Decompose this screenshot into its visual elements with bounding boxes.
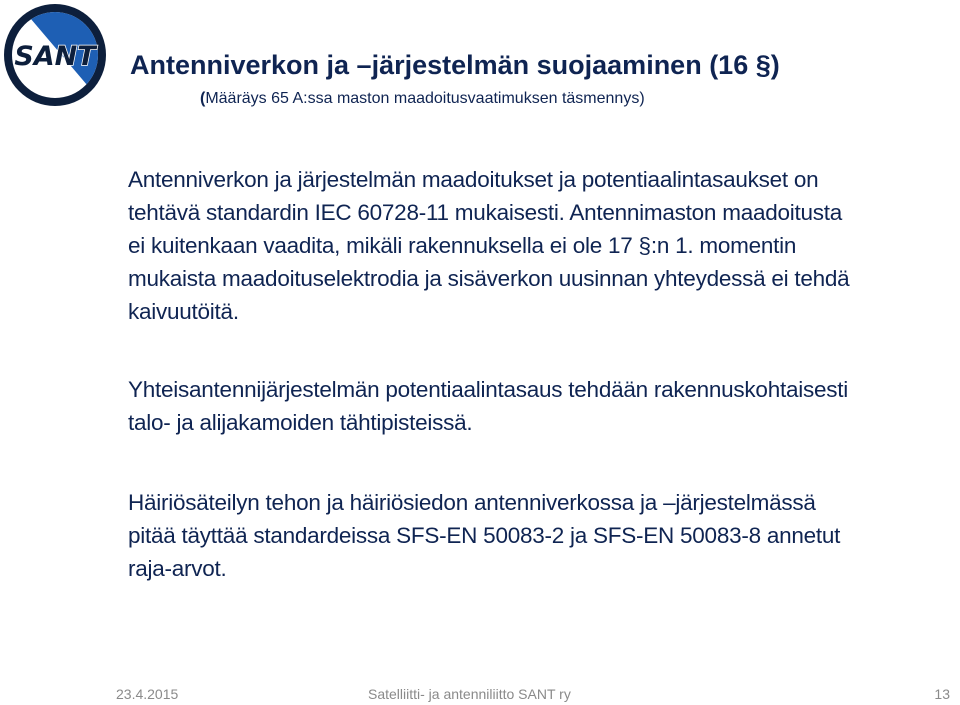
slide-title: Antenniverkon ja –järjestelmän suojaaminen (16 §) [130,50,780,80]
paragraph-line: raja-arvot. [128,556,227,581]
paragraph-line: kaivuutöitä. [128,299,239,324]
paragraph-line: talo- ja alijakamoiden tähtipisteissä. [128,410,473,435]
paragraph-line: mukaista maadoituselektrodia ja sisäverkon uusinnan yhteydessä ei tehdä [128,266,850,291]
footer-organization: Satelliitti- ja antenniliitto SANT ry [368,686,571,702]
sant-logo [0,2,110,108]
paragraph-line: Antenniverkon ja järjestelmän maadoitukset ja potentiaalintasaukset on [128,167,819,192]
paragraph-grounding [128,163,958,328]
paragraph-line: tehtävä standardin IEC 60728-11 mukaisesti. Antennimaston maadoitusta [128,200,843,225]
logo-text: SANT [14,41,96,72]
paragraph-equipotential [128,373,958,439]
paragraph-line: pitää täyttää standardeissa SFS-EN 50083-2 ja SFS-EN 50083-8 annetut [128,523,841,548]
subtitle-text: Määräys 65 A:ssa maston maadoitusvaatimuksen täsmennys) [205,90,645,107]
paragraph-line: Häiriösäteilyn tehon ja häiriösiedon antenniverkossa ja –järjestelmässä [128,490,816,515]
paragraph-interference [128,486,958,585]
slide-subtitle [200,90,645,108]
footer-page-number: 13 [934,686,950,702]
footer-date: 23.4.2015 [116,686,179,702]
paragraph-line: Yhteisantennijärjestelmän potentiaalintasaus tehdään rakennuskohtaisesti [128,377,848,402]
paragraph-line: ei kuitenkaan vaadita, mikäli rakennuksella ei ole 17 §:n 1. momentin [128,233,797,258]
subtitle-open-paren: ( [200,90,206,107]
